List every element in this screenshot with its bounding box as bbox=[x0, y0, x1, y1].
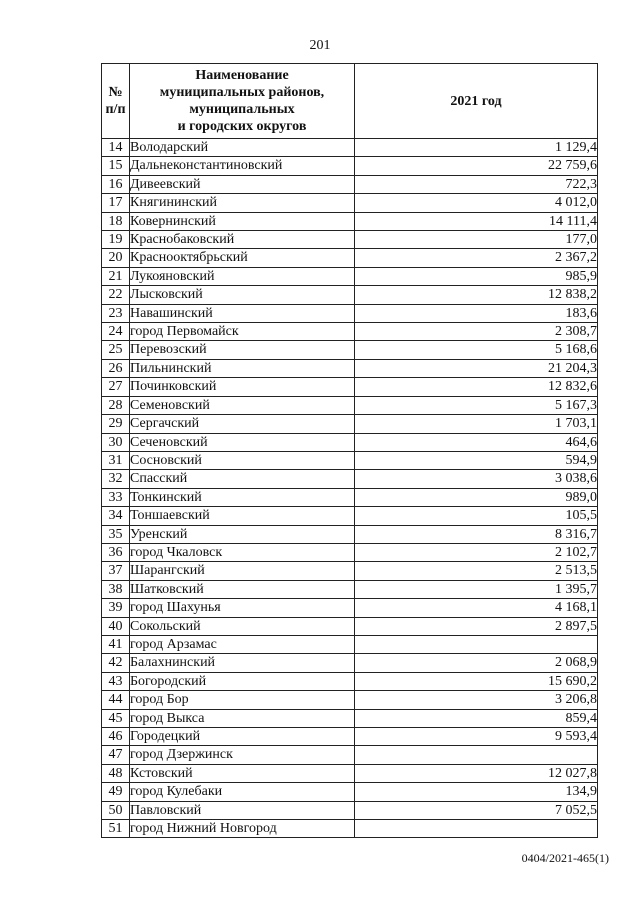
amount-value: 2 102,7 bbox=[355, 543, 598, 561]
municipality-name: город Нижний Новгород bbox=[130, 820, 355, 838]
row-number: 44 bbox=[102, 691, 130, 709]
amount-value bbox=[355, 820, 598, 838]
amount-value: 722,3 bbox=[355, 175, 598, 193]
table-row bbox=[102, 286, 598, 304]
table-row bbox=[102, 543, 598, 561]
table-row bbox=[102, 359, 598, 377]
row-number: 31 bbox=[102, 451, 130, 469]
table-row bbox=[102, 212, 598, 230]
amount-value: 183,6 bbox=[355, 304, 598, 322]
municipality-name: город Выкса bbox=[130, 709, 355, 727]
row-number: 45 bbox=[102, 709, 130, 727]
row-number: 42 bbox=[102, 654, 130, 672]
row-number: 27 bbox=[102, 378, 130, 396]
municipality-name: Лысковский bbox=[130, 286, 355, 304]
table-row bbox=[102, 709, 598, 727]
row-number: 24 bbox=[102, 323, 130, 341]
municipality-name: Спасский bbox=[130, 470, 355, 488]
municipality-name: Шатковский bbox=[130, 580, 355, 598]
table-row bbox=[102, 507, 598, 525]
municipality-name: город Шахунья bbox=[130, 599, 355, 617]
table-row bbox=[102, 820, 598, 838]
amount-value: 2 897,5 bbox=[355, 617, 598, 635]
municipality-name: Дальнеконстантиновский bbox=[130, 157, 355, 175]
row-number: 17 bbox=[102, 194, 130, 212]
header-name-line: Наименование bbox=[195, 68, 289, 83]
table-row bbox=[102, 433, 598, 451]
row-number: 39 bbox=[102, 599, 130, 617]
row-number: 48 bbox=[102, 764, 130, 782]
municipality-name: Лукояновский bbox=[130, 267, 355, 285]
amount-value: 859,4 bbox=[355, 709, 598, 727]
amount-value: 22 759,6 bbox=[355, 157, 598, 175]
header-year-cell: 2021 год bbox=[355, 64, 598, 139]
municipality-name: Павловский bbox=[130, 801, 355, 819]
table-row bbox=[102, 580, 598, 598]
table-row bbox=[102, 175, 598, 193]
table-row bbox=[102, 139, 598, 157]
row-number: 46 bbox=[102, 728, 130, 746]
amount-value bbox=[355, 746, 598, 764]
amount-value: 14 111,4 bbox=[355, 212, 598, 230]
row-number: 18 bbox=[102, 212, 130, 230]
row-number: 16 bbox=[102, 175, 130, 193]
header-number-cell bbox=[102, 64, 130, 139]
municipality-name: Перевозский bbox=[130, 341, 355, 359]
municipality-name: Шарангский bbox=[130, 562, 355, 580]
row-number: 36 bbox=[102, 543, 130, 561]
row-number: 32 bbox=[102, 470, 130, 488]
table-row bbox=[102, 378, 598, 396]
amount-value: 2 068,9 bbox=[355, 654, 598, 672]
table-row bbox=[102, 470, 598, 488]
table-row bbox=[102, 562, 598, 580]
table-row bbox=[102, 415, 598, 433]
table-row bbox=[102, 764, 598, 782]
municipality-name: Кстовский bbox=[130, 764, 355, 782]
municipality-name: Починковский bbox=[130, 378, 355, 396]
table-row bbox=[102, 746, 598, 764]
header-name-cell bbox=[130, 64, 355, 139]
amount-value: 989,0 bbox=[355, 488, 598, 506]
table-row bbox=[102, 304, 598, 322]
amount-value: 177,0 bbox=[355, 231, 598, 249]
table-row bbox=[102, 267, 598, 285]
municipality-name: город Чкаловск bbox=[130, 543, 355, 561]
municipality-name: Сокольский bbox=[130, 617, 355, 635]
municipality-name: Уренский bbox=[130, 525, 355, 543]
row-number: 22 bbox=[102, 286, 130, 304]
municipality-name: Сосновский bbox=[130, 451, 355, 469]
amount-value bbox=[355, 635, 598, 653]
table-row bbox=[102, 396, 598, 414]
header-number-abbr: п/п bbox=[105, 102, 126, 117]
allocation-table bbox=[101, 63, 598, 838]
table-row bbox=[102, 599, 598, 617]
amount-value: 2 367,2 bbox=[355, 249, 598, 267]
row-number: 21 bbox=[102, 267, 130, 285]
table-row bbox=[102, 525, 598, 543]
municipality-name: Ковернинский bbox=[130, 212, 355, 230]
municipality-name: Володарский bbox=[130, 139, 355, 157]
row-number: 49 bbox=[102, 783, 130, 801]
amount-value: 594,9 bbox=[355, 451, 598, 469]
amount-value: 12 832,6 bbox=[355, 378, 598, 396]
municipality-name: Сеченовский bbox=[130, 433, 355, 451]
table-row bbox=[102, 488, 598, 506]
row-number: 38 bbox=[102, 580, 130, 598]
row-number: 37 bbox=[102, 562, 130, 580]
row-number: 35 bbox=[102, 525, 130, 543]
row-number: 26 bbox=[102, 359, 130, 377]
municipality-name: Тонкинский bbox=[130, 488, 355, 506]
table-row bbox=[102, 323, 598, 341]
row-number: 51 bbox=[102, 820, 130, 838]
row-number: 40 bbox=[102, 617, 130, 635]
table-row bbox=[102, 194, 598, 212]
municipality-name: город Кулебаки bbox=[130, 783, 355, 801]
row-number: 34 bbox=[102, 507, 130, 525]
table-row bbox=[102, 617, 598, 635]
amount-value: 4 012,0 bbox=[355, 194, 598, 212]
table-row bbox=[102, 635, 598, 653]
amount-value: 3 038,6 bbox=[355, 470, 598, 488]
municipality-name: Навашинский bbox=[130, 304, 355, 322]
amount-value: 9 593,4 bbox=[355, 728, 598, 746]
municipality-name: город Первомайск bbox=[130, 323, 355, 341]
municipality-name: Дивеевский bbox=[130, 175, 355, 193]
table-row bbox=[102, 654, 598, 672]
table-row bbox=[102, 728, 598, 746]
header-number-sign: № bbox=[108, 85, 123, 100]
amount-value: 7 052,5 bbox=[355, 801, 598, 819]
row-number: 19 bbox=[102, 231, 130, 249]
row-number: 23 bbox=[102, 304, 130, 322]
amount-value: 3 206,8 bbox=[355, 691, 598, 709]
row-number: 50 bbox=[102, 801, 130, 819]
amount-value: 985,9 bbox=[355, 267, 598, 285]
table-row bbox=[102, 249, 598, 267]
row-number: 43 bbox=[102, 672, 130, 690]
table-row bbox=[102, 231, 598, 249]
header-name-line: муниципальных районов, bbox=[159, 85, 325, 100]
row-number: 41 bbox=[102, 635, 130, 653]
amount-value: 4 168,1 bbox=[355, 599, 598, 617]
municipality-name: Богородский bbox=[130, 672, 355, 690]
municipality-name: Сергачский bbox=[130, 415, 355, 433]
header-name-line: муниципальных bbox=[189, 102, 295, 117]
amount-value: 134,9 bbox=[355, 783, 598, 801]
page-number: 201 bbox=[309, 38, 331, 53]
amount-value: 12 027,8 bbox=[355, 764, 598, 782]
amount-value: 1 703,1 bbox=[355, 415, 598, 433]
row-number: 47 bbox=[102, 746, 130, 764]
table-row bbox=[102, 783, 598, 801]
municipality-name: Княгининский bbox=[130, 194, 355, 212]
municipality-name: Городецкий bbox=[130, 728, 355, 746]
row-number: 25 bbox=[102, 341, 130, 359]
municipality-name: Краснобаковский bbox=[130, 231, 355, 249]
row-number: 28 bbox=[102, 396, 130, 414]
table-body bbox=[102, 139, 598, 838]
amount-value: 105,5 bbox=[355, 507, 598, 525]
municipality-name: Краснооктябрьский bbox=[130, 249, 355, 267]
table-row bbox=[102, 672, 598, 690]
table-row bbox=[102, 341, 598, 359]
document-code: 0404/2021-465(1) bbox=[521, 851, 609, 865]
amount-value: 15 690,2 bbox=[355, 672, 598, 690]
row-number: 14 bbox=[102, 139, 130, 157]
amount-value: 21 204,3 bbox=[355, 359, 598, 377]
amount-value: 2 513,5 bbox=[355, 562, 598, 580]
row-number: 20 bbox=[102, 249, 130, 267]
row-number: 29 bbox=[102, 415, 130, 433]
municipality-name: Тоншаевский bbox=[130, 507, 355, 525]
table-header-row bbox=[102, 64, 598, 139]
municipality-name: Семеновский bbox=[130, 396, 355, 414]
amount-value: 1 129,4 bbox=[355, 139, 598, 157]
row-number: 30 bbox=[102, 433, 130, 451]
municipality-name: Пильнинский bbox=[130, 359, 355, 377]
table-row bbox=[102, 801, 598, 819]
amount-value: 464,6 bbox=[355, 433, 598, 451]
table-row bbox=[102, 451, 598, 469]
header-name-line: и городских округов bbox=[177, 119, 307, 134]
municipality-name: Балахнинский bbox=[130, 654, 355, 672]
amount-value: 1 395,7 bbox=[355, 580, 598, 598]
row-number: 33 bbox=[102, 488, 130, 506]
amount-value: 5 168,6 bbox=[355, 341, 598, 359]
row-number: 15 bbox=[102, 157, 130, 175]
amount-value: 8 316,7 bbox=[355, 525, 598, 543]
amount-value: 5 167,3 bbox=[355, 396, 598, 414]
table-row bbox=[102, 691, 598, 709]
amount-value: 12 838,2 bbox=[355, 286, 598, 304]
table-row bbox=[102, 157, 598, 175]
municipality-name: город Бор bbox=[130, 691, 355, 709]
municipality-name: город Дзержинск bbox=[130, 746, 355, 764]
municipality-name: город Арзамас bbox=[130, 635, 355, 653]
amount-value: 2 308,7 bbox=[355, 323, 598, 341]
